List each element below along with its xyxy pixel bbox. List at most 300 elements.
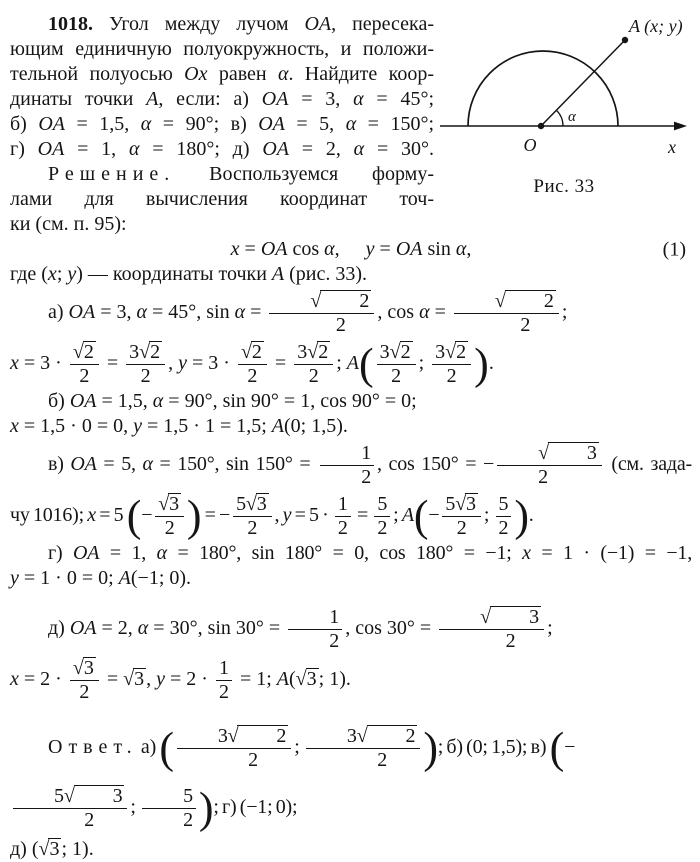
text-run: 2	[183, 808, 193, 831]
solution-head-2	[10, 187, 434, 212]
text-run: 1	[361, 441, 372, 464]
text-run: 2	[79, 680, 90, 703]
text-run: ;	[393, 504, 402, 526]
radical-sign: √	[295, 668, 307, 690]
radical-sign: √	[72, 656, 84, 679]
sqrt	[455, 493, 478, 515]
big-paren: )	[514, 491, 529, 541]
text-run: 5	[498, 492, 509, 515]
text-run: 5	[236, 492, 246, 515]
answer-line-2	[10, 837, 692, 862]
text-run: = 5,	[284, 113, 346, 135]
angle-alpha-label: α	[568, 109, 576, 125]
text-run: = 45°;	[363, 88, 435, 110]
problem-line-6	[10, 137, 434, 162]
text-run: , cos 150° = −	[377, 453, 495, 475]
text-run: 3	[129, 340, 140, 363]
sqrt	[495, 290, 556, 312]
numerator	[70, 657, 99, 680]
radical-sign: √	[538, 441, 549, 464]
text-run: ;	[547, 617, 553, 639]
text-run: лами для вычисления координат точ-	[10, 188, 434, 210]
math-var: A	[271, 415, 284, 437]
text-run: = 150°, sin 150° =	[152, 453, 318, 475]
numerator	[454, 290, 559, 313]
denominator	[216, 680, 232, 704]
numerator	[126, 341, 165, 364]
math-var: OA	[304, 13, 332, 35]
denominator	[70, 364, 99, 388]
math-var: y	[282, 504, 292, 526]
sqrt	[296, 668, 319, 690]
numerator	[155, 493, 184, 516]
spaced-word: Решение.	[48, 163, 176, 185]
denominator	[142, 808, 196, 832]
fraction	[288, 606, 342, 653]
text-run: = 1,	[99, 542, 157, 564]
equation-number: (1)	[662, 238, 686, 260]
math-var: A	[146, 88, 159, 110]
numerator	[335, 493, 351, 516]
math-var: α	[128, 138, 140, 160]
text-run: = 90°, sin 90° = 1, cos 90° = 0;	[163, 390, 417, 412]
text-run: 2	[329, 629, 340, 652]
text-run: ,	[274, 504, 283, 526]
text-run: 2	[377, 748, 388, 771]
denominator	[238, 364, 267, 388]
case-a-2	[10, 338, 692, 389]
numerator	[306, 725, 420, 748]
radical-sign: √	[63, 784, 75, 807]
numerator	[294, 341, 333, 364]
math-var: OA	[68, 301, 96, 323]
text-run: в)	[48, 453, 71, 475]
fraction	[432, 341, 471, 388]
text-run: 2	[247, 516, 258, 539]
big-paren: (	[126, 491, 142, 541]
denominator	[70, 680, 99, 704]
text-run: 2	[377, 516, 388, 539]
text-run: =	[101, 352, 124, 374]
radicand: 3	[490, 606, 541, 628]
figure	[438, 6, 690, 199]
text-run: ;	[561, 301, 568, 323]
numerator	[269, 290, 374, 313]
sqrt	[158, 493, 181, 515]
math-var: α	[353, 138, 365, 160]
text-run: ;	[418, 352, 430, 374]
case-b-1	[10, 389, 692, 414]
numerator	[288, 606, 342, 629]
text-run: 2	[538, 465, 548, 488]
denominator	[496, 516, 512, 540]
answer-line-1	[10, 717, 692, 837]
denominator	[177, 748, 291, 772]
math-var: α	[156, 542, 167, 564]
radicand: 2	[320, 290, 371, 312]
fraction	[70, 657, 99, 704]
text-run: , cos 30° =	[345, 617, 437, 639]
math-var: x	[10, 415, 19, 437]
text-run: = 2 ·	[18, 668, 67, 690]
problem-line-3	[10, 62, 434, 87]
text-run: 2	[84, 808, 95, 831]
big-paren: )	[474, 339, 489, 389]
text-run: −	[141, 504, 153, 526]
math-var: x	[10, 352, 19, 374]
fraction	[238, 341, 267, 388]
formula-line	[10, 237, 692, 262]
case-d-2	[10, 654, 692, 705]
text-run: = 1,5 · 0 = 0,	[18, 415, 134, 437]
text-run: ;	[130, 796, 140, 818]
text-run: б)	[10, 113, 39, 135]
numerator	[70, 341, 99, 364]
math-var: α	[277, 63, 289, 85]
text-run: ; 1).	[318, 668, 351, 690]
radicand: 3	[169, 492, 179, 515]
radical-sign: √	[480, 605, 492, 628]
sqrt	[39, 838, 62, 860]
text-run: 5	[377, 492, 388, 515]
text-run: 2	[391, 364, 402, 387]
text-run: ,	[334, 238, 340, 260]
text-run: а)	[48, 301, 69, 323]
text-run: = 90°; в)	[151, 113, 259, 135]
text-run: (см. зада-	[604, 453, 692, 475]
math-var: x	[10, 668, 19, 690]
text-run: = 1,5 · 1 = 1,5;	[142, 415, 272, 437]
radical-sign: √	[240, 340, 252, 363]
numerator	[177, 725, 291, 748]
text-run: =	[101, 668, 124, 690]
text-run: 2	[361, 465, 372, 488]
text-run: = 5 ·	[291, 504, 332, 526]
denominator	[377, 364, 416, 388]
text-run: = 3 ·	[18, 352, 67, 374]
text-run: = 45°, sin	[147, 301, 235, 323]
text-run: = 3,	[288, 88, 354, 110]
math-var: OA	[69, 390, 97, 412]
math-var: y	[156, 668, 165, 690]
text-run: Воспользуемся форму-	[175, 163, 434, 185]
fraction	[70, 341, 99, 388]
text-run: (0; 1,5).	[284, 415, 348, 437]
text-run: ;	[483, 504, 493, 526]
math-var: α	[345, 113, 357, 135]
fraction	[442, 493, 480, 540]
fraction	[294, 341, 333, 388]
case-a-1	[10, 287, 692, 338]
text-run: = 150°;	[356, 113, 435, 135]
numerator	[238, 341, 267, 364]
math-var: A	[346, 352, 359, 374]
fraction	[374, 493, 390, 540]
fraction	[306, 725, 420, 772]
radical-sign: √	[139, 340, 151, 363]
problem-number: 1018.	[48, 13, 93, 35]
fraction	[216, 657, 232, 704]
radicand: 2	[150, 340, 161, 363]
solution-head-1	[10, 162, 434, 187]
big-paren: )	[186, 491, 202, 541]
text-run: =	[374, 238, 396, 260]
fraction	[497, 442, 602, 489]
text-run: , cos	[377, 301, 420, 323]
math-var: x	[230, 238, 240, 260]
sqrt	[480, 606, 541, 628]
math-var: y	[365, 238, 375, 260]
text-run: Угол между лучом	[93, 13, 305, 35]
figure-33-drawing	[438, 6, 690, 170]
denominator	[233, 516, 271, 540]
numerator	[432, 341, 471, 364]
text-run: чу 1016);	[10, 504, 88, 526]
text-run: cos	[287, 238, 325, 260]
sqrt	[357, 725, 418, 747]
text-run: д) (	[10, 838, 39, 860]
text-run: 3	[297, 340, 308, 363]
text-run: ,	[146, 668, 157, 690]
solution-body	[10, 212, 692, 862]
denominator	[454, 313, 559, 337]
sqrt	[246, 493, 269, 515]
math-var: y	[67, 263, 77, 285]
text-run: г)	[48, 542, 74, 564]
sqrt	[228, 725, 289, 747]
text-run: −	[428, 504, 440, 526]
math-var: OA	[261, 88, 289, 110]
text-run: , если: а)	[158, 88, 262, 110]
math-var: α	[142, 453, 153, 475]
fraction	[320, 442, 374, 489]
numerator	[13, 785, 127, 808]
case-b-2	[10, 414, 692, 439]
radicand: 3	[74, 785, 125, 807]
sqrt	[73, 341, 96, 363]
text-run: 2	[335, 313, 346, 336]
denominator	[374, 516, 390, 540]
sqrt	[310, 290, 371, 312]
numerator	[374, 493, 390, 516]
fraction	[177, 725, 291, 772]
text-run: = 180°, sin 180° = 0, cos 180° = −1;	[166, 542, 523, 564]
big-paren: )	[198, 783, 214, 833]
math-var: A	[118, 567, 131, 589]
radicand: 3	[306, 668, 317, 690]
text-run: = 30°, sin 30° =	[148, 617, 286, 639]
math-var: OA	[395, 238, 423, 260]
text-run: = 180°; д)	[139, 138, 263, 160]
math-var: α	[419, 301, 430, 323]
radical-sign: √	[227, 724, 239, 747]
fraction	[13, 785, 127, 832]
numerator	[497, 442, 602, 465]
text-run: =	[429, 301, 451, 323]
text-run: 2	[247, 364, 258, 387]
text-run: = −	[201, 504, 231, 526]
ray-OA	[541, 40, 625, 126]
sqrt	[390, 341, 413, 363]
math-var: α	[234, 301, 246, 323]
unit-semicircle	[468, 51, 618, 126]
text-run: 3	[346, 724, 357, 747]
denominator	[320, 465, 374, 489]
x-axis-arrow	[674, 122, 687, 131]
math-var: A	[271, 263, 285, 285]
radical-sign: √	[72, 340, 84, 363]
math-var: x	[87, 504, 96, 526]
text-run: . Найдите коор-	[288, 63, 434, 85]
radical-sign: √	[158, 492, 170, 515]
sqrt	[445, 341, 468, 363]
text-run: ;	[336, 352, 347, 374]
case-g-1	[10, 541, 692, 566]
text-run: ; г) (−1; 0);	[213, 796, 298, 818]
case-v-1	[10, 439, 692, 490]
radical-sign: √	[307, 340, 319, 363]
fraction	[142, 785, 196, 832]
numerator	[377, 341, 416, 364]
fraction	[233, 493, 271, 540]
text-run: 2	[456, 516, 467, 539]
text-run: ющим единичную полуокружность, и положи-	[10, 38, 434, 60]
text-run: =	[353, 504, 372, 526]
denominator	[13, 808, 127, 832]
math-var: α	[136, 301, 147, 323]
text-run: 2	[505, 629, 516, 652]
radicand: 2	[456, 340, 467, 363]
figure-caption: Рис. 33	[533, 176, 595, 197]
text-run: 1	[329, 605, 340, 628]
text-run: ;	[56, 263, 68, 285]
text-run: , пересека-	[331, 13, 434, 35]
radical-sign: √	[245, 492, 257, 515]
sqrt	[538, 442, 599, 464]
sqrt	[139, 341, 162, 363]
text-run: (	[289, 668, 296, 690]
big-paren: (	[358, 339, 374, 389]
math-var: OA	[260, 238, 288, 260]
sqrt	[64, 785, 125, 807]
sqrt	[73, 657, 96, 679]
where-line	[10, 262, 692, 287]
text-run: 1	[337, 492, 348, 515]
text-run: .	[488, 352, 494, 374]
text-run: динаты точки	[10, 88, 147, 110]
math-var: y	[133, 415, 142, 437]
radical-sign: √	[389, 340, 401, 363]
radicand: 2	[318, 340, 329, 363]
math-var: x	[47, 263, 57, 285]
math-var: A	[401, 504, 414, 526]
problem-column	[10, 12, 434, 212]
radicand: 2	[367, 725, 418, 747]
numerator	[496, 493, 512, 516]
numerator	[439, 606, 544, 629]
denominator	[155, 516, 184, 540]
big-paren: (	[413, 491, 429, 541]
text-run: ,	[168, 352, 179, 374]
math-var: α	[137, 617, 149, 639]
fraction	[126, 341, 165, 388]
text-run: sin	[422, 238, 456, 260]
text-run: = 2,	[289, 138, 354, 160]
text-run: =	[269, 352, 292, 374]
text-run: 3	[435, 340, 446, 363]
math-var: α	[455, 238, 467, 260]
radical-sign: √	[494, 289, 506, 312]
fraction	[496, 493, 512, 540]
angle-alpha-arc	[557, 110, 563, 126]
text-run: .	[528, 504, 534, 526]
case-d-1	[10, 603, 692, 654]
text-run: 3	[217, 724, 228, 747]
math-var: Ox	[184, 63, 208, 85]
text-run: 5	[445, 492, 456, 515]
big-paren: (	[549, 723, 565, 773]
text-run: = 2 ·	[164, 668, 213, 690]
radicand: 2	[237, 725, 288, 747]
radicand: 2	[251, 340, 262, 363]
math-var: OA	[70, 453, 97, 475]
math-var: OA	[262, 138, 289, 160]
text-run: тельной полуосью	[10, 63, 185, 85]
denominator	[442, 516, 480, 540]
denominator	[497, 465, 602, 489]
big-paren: )	[423, 723, 438, 773]
numerator	[233, 493, 271, 516]
text-run: 2	[79, 364, 90, 387]
origin-dot	[538, 123, 544, 129]
math-var: α	[324, 238, 335, 260]
fraction	[439, 606, 544, 653]
sqrt	[307, 341, 330, 363]
origin-label: O	[523, 135, 537, 155]
text-run: 2	[498, 516, 509, 539]
text-run: 5	[54, 784, 64, 807]
text-run: =	[239, 238, 261, 260]
text-run: 2	[446, 364, 457, 387]
x-axis-label: x	[668, 137, 676, 157]
denominator	[432, 364, 471, 388]
problem-line-1	[10, 12, 434, 37]
radical-sign: √	[445, 340, 457, 363]
fraction	[269, 290, 374, 337]
radicand: 3	[466, 492, 476, 515]
math-var: x	[522, 542, 531, 564]
text-run: = 1 · 0 = 0;	[18, 567, 119, 589]
text-run: 2	[248, 748, 258, 771]
math-var: y	[178, 352, 187, 374]
text-run: г)	[10, 138, 38, 160]
text-run: = 30°.	[364, 138, 435, 160]
radical-sign: √	[455, 492, 467, 515]
text-run: 2	[218, 680, 229, 703]
intro-line	[10, 212, 692, 237]
math-var: y	[10, 567, 19, 589]
math-var: α	[353, 88, 364, 110]
text-run: ки (см. п. 95):	[10, 213, 127, 235]
text-run: 5	[183, 784, 193, 807]
text-run: (−1; 0).	[130, 567, 192, 589]
denominator	[269, 313, 374, 337]
problem-line-2	[10, 37, 434, 62]
case-v-2	[10, 490, 692, 541]
radical-sign: √	[310, 289, 322, 312]
numerator	[216, 657, 232, 680]
text-run: а)	[137, 736, 160, 758]
